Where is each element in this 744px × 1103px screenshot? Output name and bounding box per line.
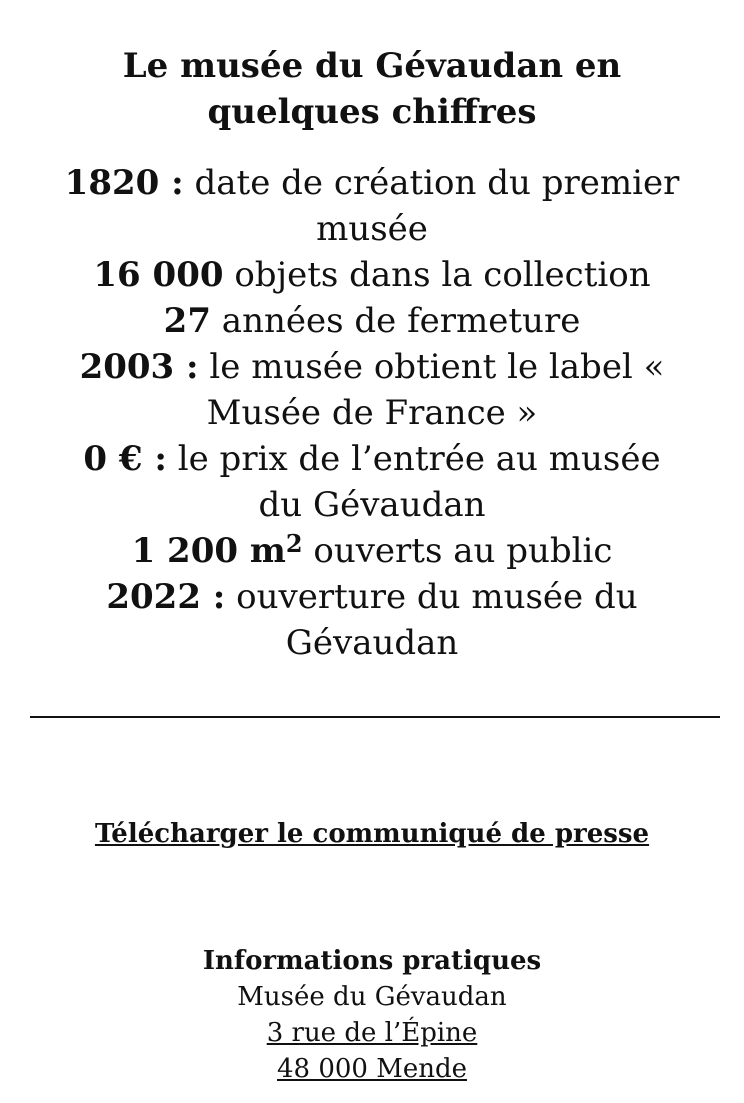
fact-text: ouverture du musée du Gévaudan [225, 577, 638, 663]
fact-value: 2022 : [106, 577, 226, 617]
fact-text: le prix de l’entrée au musée du Gévaudan [166, 439, 661, 525]
section-divider [30, 716, 720, 718]
fact-value: 2003 : [79, 347, 199, 387]
fact-value: 1820 : [64, 163, 184, 203]
fact-value: 27 [163, 301, 211, 341]
fact-text: ouverts au public [302, 531, 613, 571]
fact-line [60, 298, 684, 344]
fact-value: 0 € : [83, 439, 167, 479]
fact-line [60, 252, 684, 298]
fact-line [60, 574, 684, 666]
museum-street: 3 rue de l’Épine [266, 1018, 478, 1048]
fact-line [60, 160, 684, 252]
fact-line [60, 344, 684, 436]
fact-text: le musée obtient le label « Musée de France » [198, 347, 665, 433]
info-title: Informations pratiques [202, 946, 542, 976]
fact-text: objets dans la collection [223, 255, 651, 295]
download-press-release-link[interactable]: Télécharger le communiqué de presse [94, 819, 650, 849]
facts-list [60, 160, 684, 666]
fact-text: années de fermeture [211, 301, 581, 341]
fact-line [60, 436, 684, 528]
fact-text: date de création du premier musée [183, 163, 680, 249]
fact-line [60, 528, 684, 574]
museum-name: Musée du Gévaudan [237, 982, 507, 1012]
fact-value: 16 000 [93, 255, 224, 295]
museum-city: 48 000 Mende [276, 1054, 468, 1084]
page-title: Le musée du Gévaudan en quelques chiffres [122, 46, 622, 132]
fact-superscript: 2 [285, 529, 303, 558]
fact-value: 1 200 m [131, 531, 286, 571]
